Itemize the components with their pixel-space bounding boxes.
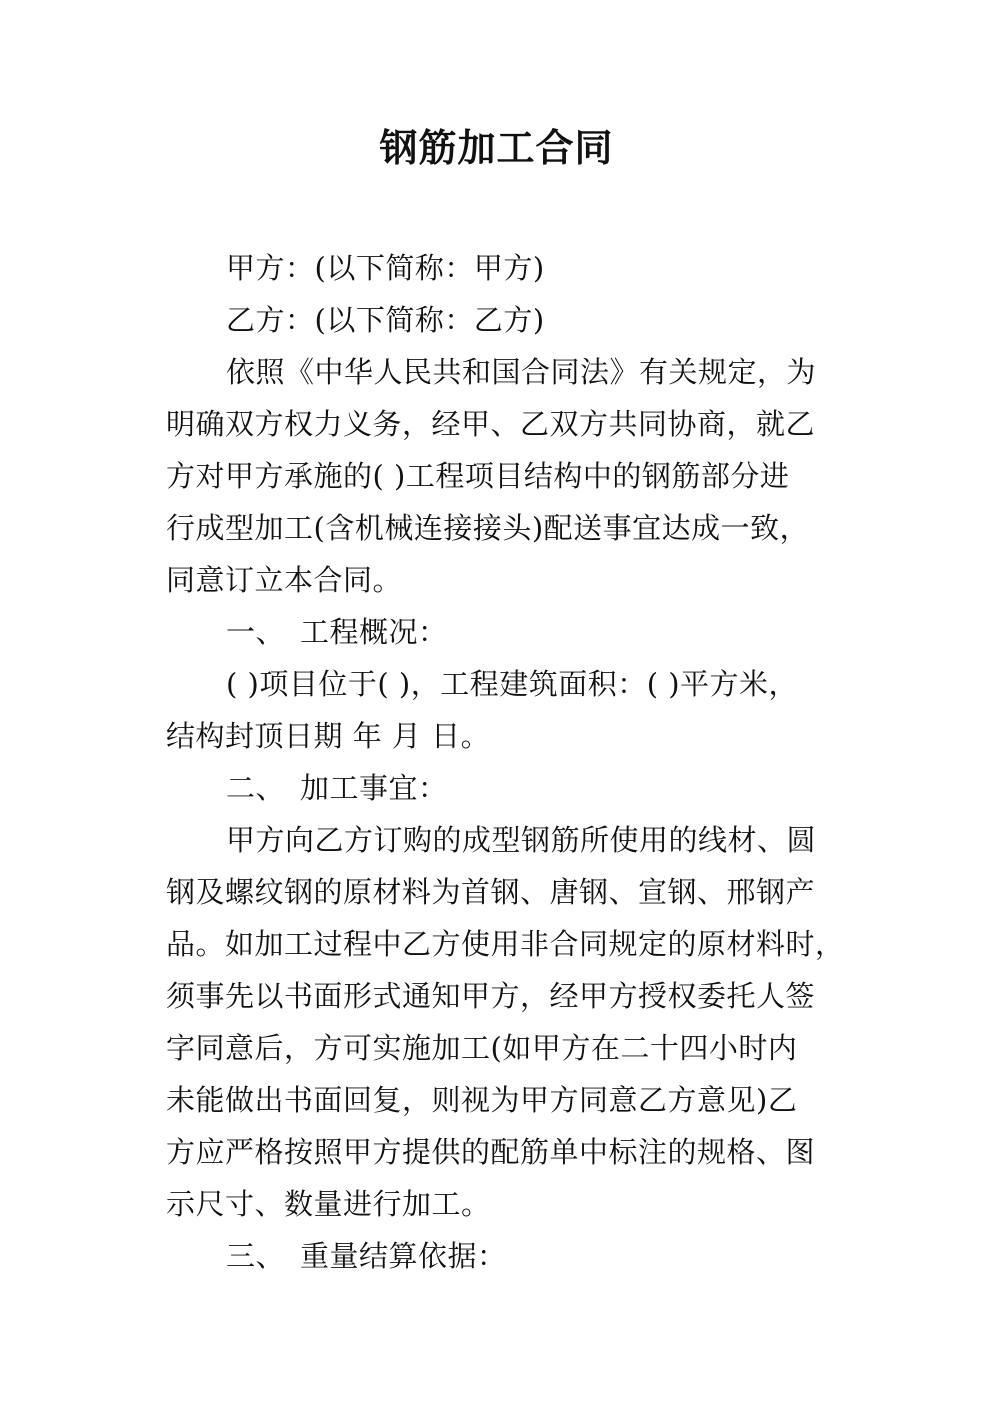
section-3-title: 重量结算依据： (300, 1239, 507, 1273)
preamble-line: 同意订立本合同。 (166, 563, 403, 597)
section-2-line: 须事先以书面形式通知甲方，经甲方授权委托人签 (166, 979, 816, 1013)
section-1-paragraph (166, 658, 846, 762)
section-1-line: 结构封顶日期 年 月 日。 (166, 719, 491, 753)
section-1-number: 一、 (226, 615, 286, 649)
section-2-line: 钢及螺纹钢的原材料为首钢、唐钢、宣钢、邢钢产 (166, 875, 816, 909)
preamble-paragraph (166, 346, 846, 606)
section-2-line: 字同意后，方可实施加工(如甲方在二十四小时内 (166, 1031, 798, 1065)
section-2-paragraph (166, 814, 846, 1230)
preamble-line: 行成型加工(含机械连接接头)配送事宜达成一致， (166, 511, 810, 545)
preamble-line: 明确双方权力义务，经甲、乙双方共同协商，就乙 (166, 407, 816, 441)
section-2-heading (166, 762, 846, 814)
section-1-line: ( )项目位于( )，工程建筑面积：( )平方米， (226, 667, 799, 701)
document-body (166, 242, 846, 1282)
section-2-line: 未能做出书面回复，则视为甲方同意乙方意见)乙 (166, 1083, 798, 1117)
document-title: 钢筋加工合同 (379, 126, 614, 170)
section-1-title: 工程概况： (300, 615, 448, 649)
party-b-line: 乙方：(以下简称：乙方) (226, 303, 545, 337)
section-2-line: 方应严格按照甲方提供的配筋单中标注的规格、图 (166, 1135, 816, 1169)
party-a-line: 甲方：(以下简称：甲方) (226, 251, 545, 285)
section-1-heading (166, 606, 846, 658)
section-2-title: 加工事宜： (300, 771, 448, 805)
section-2-number: 二、 (226, 771, 286, 805)
section-2-line: 示尺寸、数量进行加工。 (166, 1187, 491, 1221)
section-3-heading (166, 1230, 846, 1282)
preamble-line: 依照《中华人民共和国合同法》有关规定，为 (226, 355, 817, 389)
section-3-number: 三、 (226, 1239, 286, 1273)
section-2-line: 品。如加工过程中乙方使用非合同规定的原材料时， (166, 927, 845, 961)
preamble-line: 方对甲方承施的( )工程项目结构中的钢筋部分进 (166, 459, 790, 493)
section-2-line: 甲方向乙方订购的成型钢筋所使用的线材、圆 (226, 823, 817, 857)
